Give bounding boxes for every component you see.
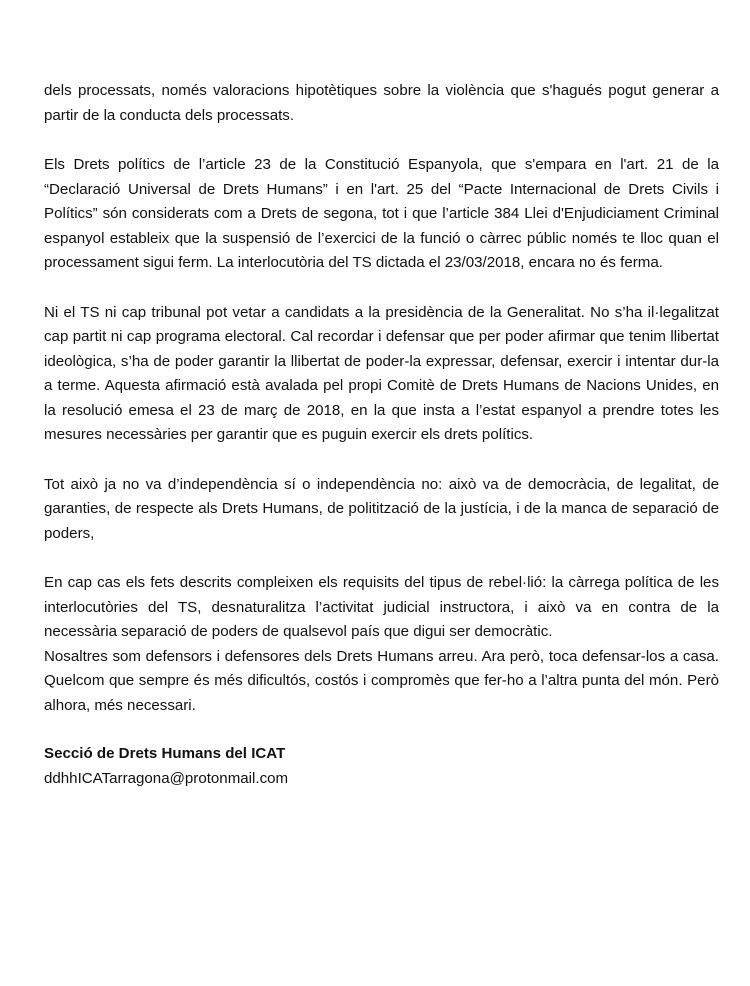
- paragraph-candidates: Ni el TS ni cap tribunal pot vetar a candidats a la presidència de la Generalitat. No s’ha il·legalitzat cap partit ni cap programa electoral. Cal recordar i defensar que per poder afirmar que tenim llibertat ideològica, s’ha de poder garantir la llibertat de poder-la expressar, defensar, exercir i intentar dur-la a terme. Aquesta afirmació està avalada pel propi Comitè de Drets Humans de Nacions Unides, en la resolució emesa el 23 de març de 2018, en la que insta a l’estat espanyol a prendre totes les mesures necessàries per garantir que es puguin exercir els drets polítics.: [44, 303, 719, 443]
- paragraph-defenders: Nosaltres som defensors i defensores dels Drets Humans arreu. Ara però, toca defensar-los a casa. Quelcom que sempre és més dificultós, costós i compromès que fer-ho a l’altra punta del món. Però alhora, més necessari.: [44, 647, 719, 714]
- paragraph-independence: Tot això ja no va d’independència sí o independència no: això va de democràcia, de legalitat, de garanties, de respecte als Drets Humans, de politització de la justícia, i de la manca de separació de poders,: [44, 475, 719, 542]
- paragraph-rebellion: En cap cas els fets descrits compleixen els requisits del tipus de rebel·lió: la càrrega política de les interlocutòries del TS, desnaturalitza l’activitat judicial instructora, i això va en contra de la necessària separació de poders de qualsevol país que digui ser democràtic.: [44, 574, 719, 640]
- paragraph-political-rights: Els Drets polítics de l’article 23 de la Constitució Espanyola, que s'empara en l'art. 21 de la “Declaració Universal de Drets Humans” i en l'art. 25 del “Pacte Internacional de Drets Civils i Polítics” són considerats com a Drets de segona, tot i que l’article 384 Llei d'Enjudiciament Criminal espanyol estableix que la suspensió de l’exercici de la funció o càrrec públic només te lloc quan el processament sigui ferm. La interlocutòria del TS dictada el 23/03/2018, encara no és ferma.: [44, 156, 719, 271]
- signature-email: ddhhICATarragona@protonmail.com: [44, 769, 289, 787]
- signature-block: [44, 742, 719, 791]
- document-page: [44, 79, 719, 791]
- signature-name: Secció de Drets Humans del ICAT: [44, 745, 286, 762]
- paragraph-intro: dels processats, només valoracions hipotètiques sobre la violència que s'hagués pogut generar a partir de la conducta dels processats.: [44, 82, 719, 124]
